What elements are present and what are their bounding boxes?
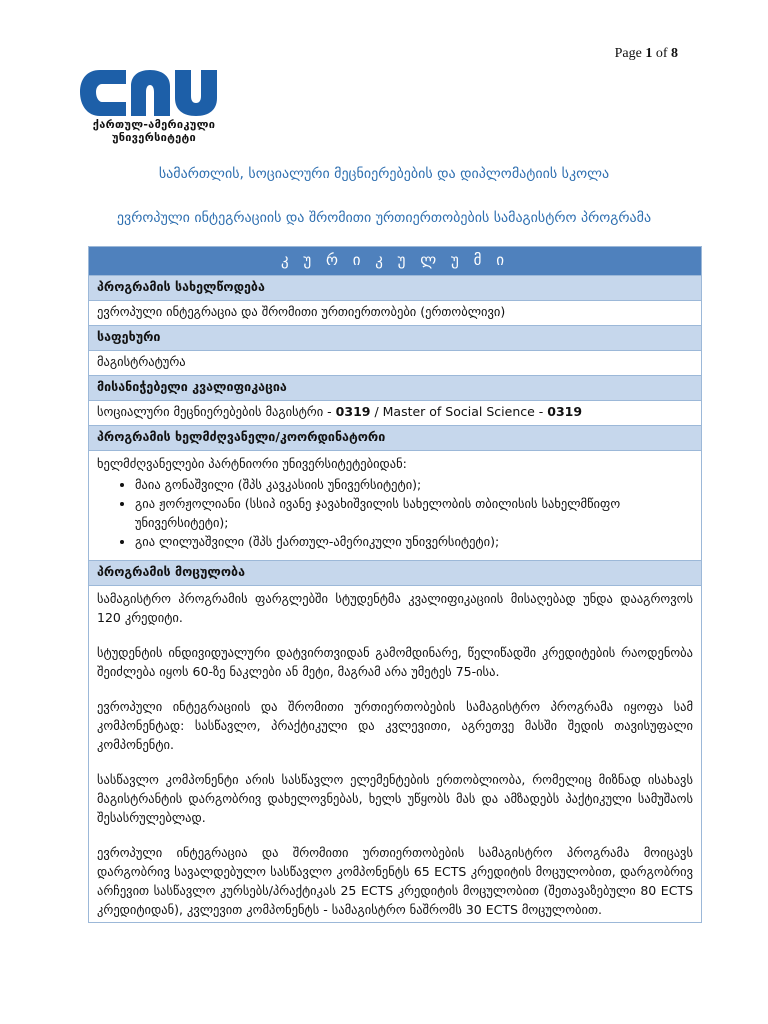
program-name-value: ევროპული ინტეგრაცია და შრომითი ურთიერთობები (ერთობლივი) — [89, 301, 702, 326]
program-heads-label: პროგრამის ხელმძღვანელი/კოორდინატორი — [89, 426, 702, 451]
school-title: სამართლის, სოციალური მეცნიერებების და დიპლომატიის სკოლა — [158, 166, 610, 182]
university-logo — [78, 68, 238, 144]
logo-caption: ქართულ-ამერიკული უნივერსიტეტი — [92, 118, 216, 144]
program-heads-list — [97, 475, 693, 551]
program-name-label: პროგრამის სახელწოდება — [89, 276, 702, 301]
program-heads-value — [89, 451, 702, 561]
level-value: მაგისტრატურა — [89, 351, 702, 376]
volume-paragraph: ევროპული ინტეგრაციის და შრომითი ურთიერთობების სამაგისტრო პროგრამა იყოფა სამ კომპონენტად: სასწავლო, პრაქტიკული და კვლევითი, აგრეთვე მასში შედის თავისუფალი კომპონენტი. — [97, 699, 693, 752]
qualification-value: სოციალური მეცნიერებების მაგისტრი - 0319 / Master of Social Science - 0319 — [89, 401, 702, 426]
program-volume-label: პროგრამის მოცულობა — [89, 561, 702, 586]
volume-paragraph: ევროპული ინტეგრაცია და შრომითი ურთიერთობების სამაგისტრო პროგრამა მოიცავს დარგობრივ სავალდებულო სასწავლო კომპონენტს 65 ECTS კრედიტის მოცულობით, დარგობრივ არჩევით სასწავლო კურსებს/პრაქტიკას 25 ECTS კრედიტის მოცულობით (შეთავაზებული 80 ECTS კრედიტიდან), კვლევით კომპონენტს - სამაგისტრო ნაშრომს 30 ECTS მოცულობით. — [97, 845, 693, 917]
list-item: • მაია გონაშვილი (შპს კავკასიის უნივერსიტეტი); — [135, 475, 693, 494]
level-label: საფეხური — [89, 326, 702, 351]
volume-paragraph: სტუდენტის ინდივიდუალური დატვირთვიდან გამომდინარე, წელიწადში კრედიტების რაოდენობა შეიძლება იყოს 60-ზე ნაკლები ან მეტი, მაგრამ არა უმეტეს 75-ისა. — [97, 645, 693, 679]
list-item: • გია ლილუაშვილი (შპს ქართულ-ამერიკული უნივერსიტეტი); — [135, 532, 693, 551]
program-title: ევროპული ინტეგრაციის და შრომითი ურთიერთობების სამაგისტრო პროგრამა — [116, 210, 652, 226]
volume-paragraph: სასწავლო კომპონენტი არის სასწავლო ელემენტების ერთობლიობა, რომელიც მიზნად ისახავს მაგისტრანტის დარგობრივ დახელოვნებას, ხელს უწყობს მას და ამზადებს პაქტიკული სამუშაოს შესასრულებლად. — [97, 772, 693, 825]
curriculum-header: კ უ რ ი კ უ ლ უ მ ი — [89, 247, 702, 276]
qualification-label: მისანიჭებელი კვალიფიკაცია — [89, 376, 702, 401]
program-volume-value — [89, 586, 702, 923]
program-heads-intro: ხელმძღვანელები პარტნიორი უნივერსიტეტებიდან: — [97, 456, 407, 471]
volume-paragraph: სამაგისტრო პროგრამის ფარგლებში სტუდენტმა კვალიფიკაციის მისაღებად უნდა დააგროვოს 120 კრედიტი. — [97, 591, 693, 625]
page-number: Page 1 of 8 — [614, 46, 678, 61]
curriculum-table — [88, 246, 702, 923]
university-logo-mark — [78, 68, 230, 118]
list-item: • გია ჟორჟოლიანი (სსიპ ივანე ჯავახიშვილის სახელობის თბილისის სახელმწიფო უნივერსიტეტი); — [135, 494, 693, 532]
